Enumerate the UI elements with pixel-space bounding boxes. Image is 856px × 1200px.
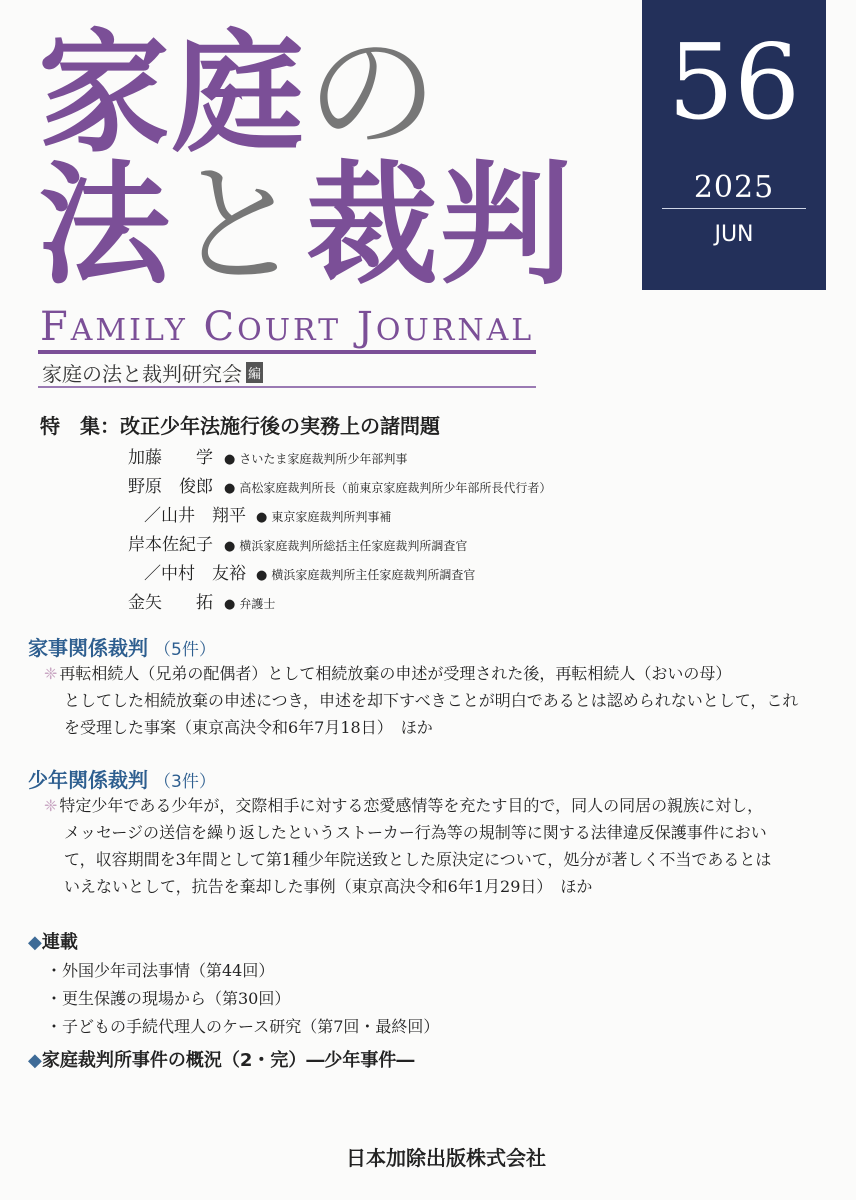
publisher-name: 日本加除出版株式会社 (346, 1146, 546, 1170)
serial-item: ・子どもの手続代理人のケース研究（第7回・最終回） (46, 1017, 440, 1036)
feature-heading: 特 集：改正少年法施行後の実務上の諸問題 (40, 414, 440, 438)
flower-mark-icon: ❈ (44, 796, 58, 815)
author-entry: 加藤 学 ● さいたま家庭裁判所少年部判事 (128, 448, 408, 468)
diamond-icon: ◆ (28, 1050, 42, 1071)
section-body-juvenile: ❈ 特定少年である少年が，交際相手に対する恋愛感情等を充たす目的で，同人の同居の親族に対し， メッセージの送信を繰り返したというストーカー行為等の規制等に関する法律違反保護事件におい て，収容期間を3年間として第1種少年院送致とした原決定について，処分が著しく不当であるとは いえないとして，抗告を棄却した事例（東京高決令和6年1月29日） ほか (44, 796, 772, 896)
issue-box (642, 0, 826, 290)
serial-item: ・外国少年司法事情（第44回） (46, 961, 275, 980)
journal-title-line1: 家庭の (38, 17, 440, 171)
author-entry: 金矢 拓 ● 弁護士 (128, 593, 276, 613)
author-entry: ／中村 友裕 ● 横浜家庭裁判所主任家庭裁判所調査官 (144, 564, 476, 584)
stats-heading: ◆家庭裁判所事件の概況（2・完）―少年事件― (28, 1050, 415, 1071)
section-heading-juvenile: 少年関係裁判 （3件） (28, 768, 216, 792)
english-title: FAMILY COURT JOURNAL (40, 304, 535, 350)
section-heading-family: 家事関係裁判 （5件） (28, 636, 216, 660)
section-body-family: ❈ 再転相続人（兄弟の配偶者）として相続放棄の申述が受理された後，再転相続人（おいの母） としてした相続放棄の申述につき，申述を却下すべきことが明白であるとは認められないとして，これ を受理した事案（東京高決令和6年7月18日） ほか (44, 664, 799, 737)
diamond-icon: ◆ (28, 932, 42, 953)
serial-item: ・更生保護の現場から（第30回） (46, 989, 291, 1008)
serial-heading: ◆連載 (28, 932, 78, 953)
issue-year: 2025 (693, 170, 775, 205)
flower-mark-icon: ❈ (44, 664, 58, 683)
author-entry: 岸本佐紀子 ● 横浜家庭裁判所総括主任家庭裁判所調査官 (128, 535, 468, 555)
editor-rule (38, 386, 536, 388)
author-entry: 野原 俊郎 ● 高松家庭裁判所長（前東京家庭裁判所少年部所長代行者） (128, 477, 552, 497)
issue-number: 56 (667, 21, 801, 143)
editor-line: 家庭の法と裁判研究会 編 (42, 362, 262, 386)
journal-title-line2: 法と裁判 (38, 149, 574, 303)
issue-divider (662, 208, 806, 209)
issue-month: JUN (714, 222, 754, 247)
title-rule (38, 350, 536, 354)
author-entry: ／山井 翔平 ● 東京家庭裁判所判事補 (144, 506, 392, 526)
